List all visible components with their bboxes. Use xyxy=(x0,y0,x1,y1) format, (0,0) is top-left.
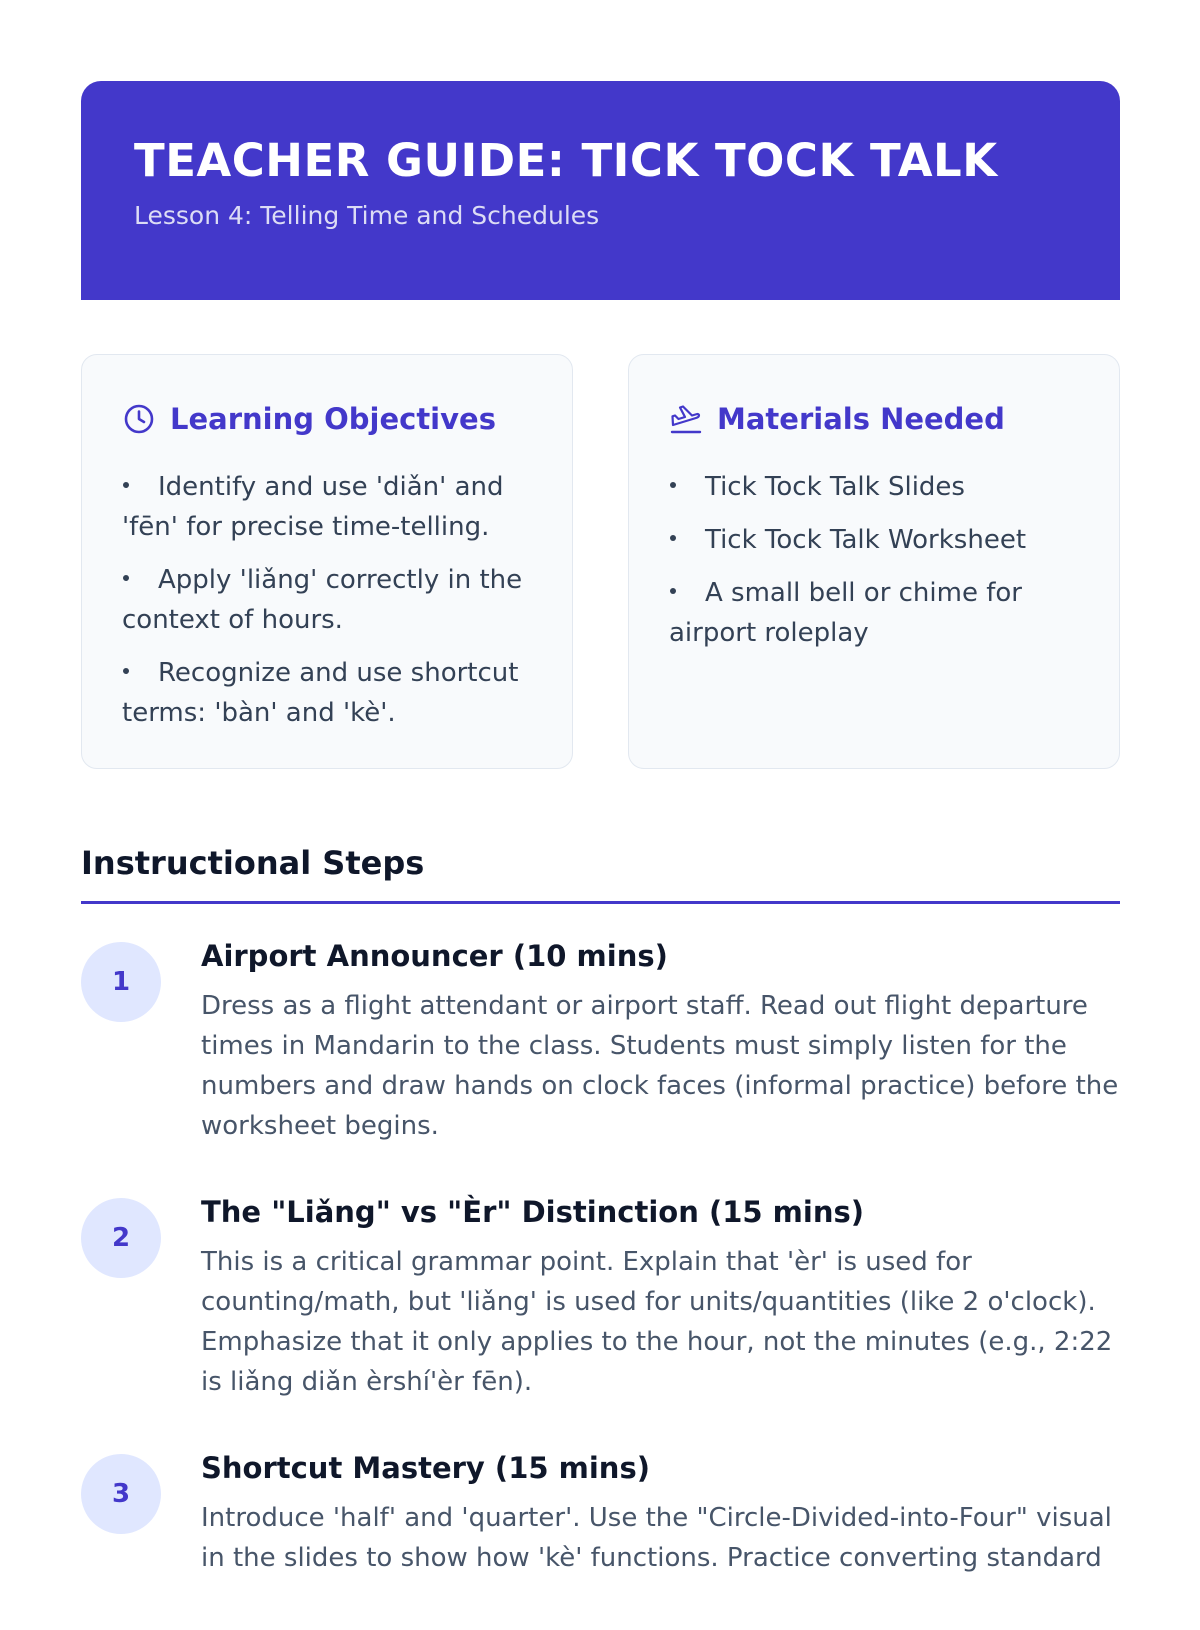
clock-icon xyxy=(122,402,156,436)
list-item xyxy=(122,560,532,640)
materials-needed-card xyxy=(628,354,1120,769)
teacher-guide-page xyxy=(81,81,1120,1630)
step-item xyxy=(81,1195,1120,1402)
step-item xyxy=(81,939,1120,1146)
step-title: Airport Announcer (10 mins) xyxy=(201,939,668,973)
learning-objectives-list xyxy=(122,467,532,733)
step-content xyxy=(201,1192,1120,1402)
step-title: The "Liǎng" vs "Èr" Distinction (15 mins) xyxy=(201,1195,864,1229)
step-content xyxy=(201,936,1120,1146)
list-item xyxy=(122,467,532,547)
bullet-dot xyxy=(123,668,129,674)
bullet-dot xyxy=(123,482,129,488)
lesson-subtitle: Lesson 4: Telling Time and Schedules xyxy=(134,201,600,230)
learning-objectives-card xyxy=(81,354,573,769)
objective-text: Apply 'liǎng' correctly in the context of hours. xyxy=(122,565,523,635)
materials-needed-title: Materials Needed xyxy=(717,402,1005,436)
learning-objectives-title: Learning Objectives xyxy=(170,402,496,436)
instructional-steps-heading: Instructional Steps xyxy=(81,841,1120,904)
step-title: Shortcut Mastery (15 mins) xyxy=(201,1451,650,1485)
step-item xyxy=(81,1451,1120,1578)
materials-needed-header xyxy=(669,399,1079,439)
materials-list xyxy=(669,467,1079,653)
step-description: This is a critical grammar point. Explain that 'èr' is used for counting/math, but 'liǎng' is used for units/quantities (like 2 o'clock). Emphasize that it only applies to the hour, not the minutes (e.g., 2:22 is liǎng diǎn èrshí'èr fēn). xyxy=(201,1247,1113,1397)
material-text: A small bell or chime for airport roleplay xyxy=(669,578,1022,648)
info-cards xyxy=(81,354,1120,769)
list-item xyxy=(669,467,1079,507)
material-text: Tick Tock Talk Worksheet xyxy=(705,525,1027,555)
list-item xyxy=(122,653,532,733)
step-number-badge: 1 xyxy=(81,942,161,1022)
guide-header xyxy=(81,81,1120,300)
bullet-dot xyxy=(670,482,676,488)
page-title: TEACHER GUIDE: TICK TOCK TALK xyxy=(134,134,998,187)
learning-objectives-header xyxy=(122,399,532,439)
bullet-dot xyxy=(123,575,129,581)
bullet-dot xyxy=(670,588,676,594)
step-description: Dress as a flight attendant or airport staff. Read out flight departure times in Mandarin to the class. Students must simply listen for the numbers and draw hands on clock faces (informal practice) before the worksheet begins. xyxy=(201,991,1119,1141)
step-content xyxy=(201,1448,1120,1578)
list-item xyxy=(669,520,1079,560)
instructional-steps-list xyxy=(81,939,1120,1578)
step-number-badge: 2 xyxy=(81,1198,161,1278)
step-number-badge: 3 xyxy=(81,1454,161,1534)
airplane-departure-icon xyxy=(669,402,703,436)
bullet-dot xyxy=(670,535,676,541)
objective-text: Identify and use 'diǎn' and 'fēn' for precise time-telling. xyxy=(122,472,504,542)
material-text: Tick Tock Talk Slides xyxy=(705,472,965,502)
step-description: Introduce 'half' and 'quarter'. Use the "Circle-Divided-into-Four" visual in the slides to show how 'kè' functions. Practice converting standard xyxy=(201,1503,1112,1573)
objective-text: Recognize and use shortcut terms: 'bàn' and 'kè'. xyxy=(122,658,519,728)
list-item xyxy=(669,573,1079,653)
